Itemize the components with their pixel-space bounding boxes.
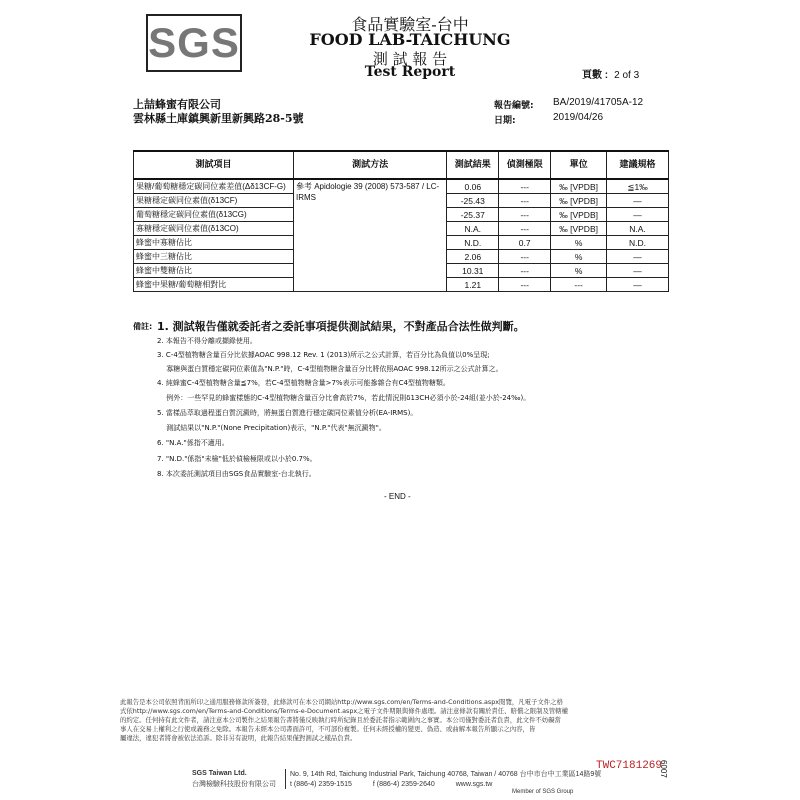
sgs-logo: SGS: [146, 14, 242, 72]
note-8: 8. 本次委託測試項目由SGS食品實驗室-台北執行。: [157, 470, 316, 478]
header-item: 測試項目: [134, 151, 294, 179]
row-spec: ≦1‰: [607, 179, 669, 194]
row-result: N.D.: [447, 236, 499, 250]
row-spec: N.D.: [607, 236, 669, 250]
row-limit: ---: [499, 250, 551, 264]
header-unit: 單位: [551, 151, 607, 179]
row-result: 1.21: [447, 278, 499, 292]
note-4-cont: 例外：一些罕見的蜂蜜樣態的C-4型植物糖含量百分比會高於7%，若此情況則δ13CH必須小於-24組(並小於-24‰)。: [157, 394, 531, 402]
row-limit: ---: [499, 264, 551, 278]
row-spec: N.A.: [607, 222, 669, 236]
row-unit: %: [551, 236, 607, 250]
row-result: 2.06: [447, 250, 499, 264]
row-item: 蜂蜜中三糖佔比: [134, 250, 294, 264]
note-6: 6. "N.A."係指不適用。: [157, 439, 229, 447]
table-header-row: [134, 151, 669, 179]
test-method: 參考 Apidologie 39 (2008) 573-587 / LC-IRMS: [293, 179, 446, 292]
page-label: 頁數 :: [582, 70, 609, 81]
row-item: 蜂蜜中雙糖佔比: [134, 264, 294, 278]
row-unit: %: [551, 250, 607, 264]
row-unit: %: [551, 264, 607, 278]
report-no-label: 報告編號:: [494, 101, 534, 111]
report-title-cn: 測 試 報 告: [372, 50, 448, 68]
row-unit: ‰ [VPDB]: [551, 208, 607, 222]
footer-company-cn: 台灣檢驗科技股份有限公司: [192, 780, 276, 788]
header-limit: 偵測極限: [499, 151, 551, 179]
row-item: 蜂蜜中寡糖佔比: [134, 236, 294, 250]
row-limit: ---: [499, 278, 551, 292]
disclaimer-line: 的約定。任何持有此文件者，請注意本公司製作之結果報告書將僅反映執行時所紀錄且於委託者指示範圍內之事實。本公司僅對委託者負責，此文件不妨礙當: [120, 716, 561, 724]
row-result: N.A.: [447, 222, 499, 236]
header-spec: 建議規格: [607, 151, 669, 179]
results-table: [133, 150, 669, 292]
row-result: 0.06: [447, 179, 499, 194]
footer-company-en: SGS Taiwan Ltd.: [192, 770, 247, 777]
lab-title-cn: 食品實驗室-台中: [351, 15, 469, 34]
notes-prefix: 備註:: [133, 322, 153, 331]
report-no: BA/2019/41705A-12: [553, 97, 644, 108]
lab-title-en: FOOD LAB-TAICHUNG: [309, 30, 511, 49]
footer-address: No. 9, 14th Rd, Taichung Industrial Park, Taichung 40768, Taiwan / 40768 台中市台中工業區14路9號: [285, 769, 601, 779]
row-item: 果糖穩定碳同位素值(δ13CF): [134, 194, 294, 208]
page-value: 2 of 3: [614, 70, 640, 81]
client-company: 上喆蜂蜜有限公司: [133, 98, 221, 111]
note-5: 5. 當樣品萃取過程蛋白質沉澱時，將無蛋白質進行穩定碳同位素值分析(EA-IRMS)。: [157, 409, 418, 417]
row-result: -25.43: [447, 194, 499, 208]
serial-number: TWC7181269: [596, 760, 663, 772]
note-4: 4. 純蜂蜜C-4型植物糖含量≦7%，若C-4型植物糖含量>7%表示可能摻雜合有C4型植物糖類。: [157, 379, 450, 387]
row-spec: —: [607, 264, 669, 278]
row-result: 10.31: [447, 264, 499, 278]
report-title-en: Test Report: [364, 64, 456, 80]
note-2: 2. 本報告不得分離或擷錄使用。: [157, 337, 257, 345]
row-result: -25.37: [447, 208, 499, 222]
footer-member: Member of SGS Group: [512, 789, 574, 795]
row-limit: 0.7: [499, 236, 551, 250]
note-1: 1. 測試報告僅就委託者之委託事項提供測試結果，不對產品合法性做判斷。: [157, 320, 525, 333]
page-number: [582, 66, 639, 81]
row-limit: ---: [499, 208, 551, 222]
row-spec: —: [607, 208, 669, 222]
row-spec: —: [607, 278, 669, 292]
row-item: 寡糖穩定碳同位素值(δ13CO): [134, 222, 294, 236]
row-limit: ---: [499, 194, 551, 208]
disclaimer-line: 事人在交易上權利之行使或義務之免除。本報告未經本公司書面許可，不可部份複製。任何未經授權的變更、偽造、或曲解本報告所顯示之內容，皆: [120, 725, 536, 733]
disclaimer-line: 屬違法，違犯者將會被依法追訴。除非另有說明，此報告結果僅對測試之樣品負責。: [120, 734, 357, 742]
disclaimer-line: 式依http://www.sgs.com/en/Terms-and-Conditions/Terms-e-Document.aspx之電子文件期限與條件處理。請注意條款有關於責任、賠償之限制及管轄權: [120, 707, 569, 715]
row-limit: ---: [499, 179, 551, 194]
row-unit: ‰ [VPDB]: [551, 194, 607, 208]
row-limit: ---: [499, 222, 551, 236]
client-address: 雲林縣土庫鎮興新里新興路28-5號: [133, 112, 304, 125]
row-unit: ‰ [VPDB]: [551, 222, 607, 236]
note-7: 7. "N.D."係指"未檢"低於偵檢極限或以小於0.7%。: [157, 455, 317, 463]
row-item: 葡萄糖穩定碳同位素值(δ13CG): [134, 208, 294, 222]
date-label: 日期:: [494, 116, 516, 126]
legal-disclaimer: [120, 698, 670, 743]
row-spec: —: [607, 250, 669, 264]
table-row: [134, 179, 669, 194]
header-result: 測試結果: [447, 151, 499, 179]
vertical-code: 6007: [659, 760, 668, 778]
note-3: 3. C-4型植物糖含量百分比依據AOAC 998.12 Rev. 1 (2013)所示之公式計算，若百分比為負值以0%呈現;: [157, 351, 490, 359]
row-unit: ---: [551, 278, 607, 292]
footer-contact: t (886-4) 2359-1515 f (886-4) 2359-2640 www.sgs.tw: [285, 779, 492, 789]
end-marker: - END -: [384, 492, 411, 501]
row-item: 果糖/葡萄糖穩定碳同位素差值(Δδ13CF-G): [134, 179, 294, 194]
report-date: 2019/04/26: [553, 112, 604, 123]
disclaimer-line: 此報告是本公司依照背面所印之通用服務條款所簽發，此條款可在本公司網站http://www.sgs.com/en/Terms-and-Conditions.aspx閱覽，凡電子文件之格: [120, 698, 563, 706]
row-unit: ‰ [VPDB]: [551, 179, 607, 194]
note-5-cont: 測試結果以"N.P."(None Precipitation)表示，"N.P."代表"無沉澱物"。: [157, 424, 386, 432]
row-item: 蜂蜜中果糖/葡萄糖相對比: [134, 278, 294, 292]
row-spec: —: [607, 194, 669, 208]
header-method: 測試方法: [293, 151, 446, 179]
note-3-cont: 寡糖與蛋白質穩定碳同位素值為"N.P."時，C-4型植物糖含量百分比將依照AOAC 998.12所示之公式計算之。: [157, 365, 503, 373]
